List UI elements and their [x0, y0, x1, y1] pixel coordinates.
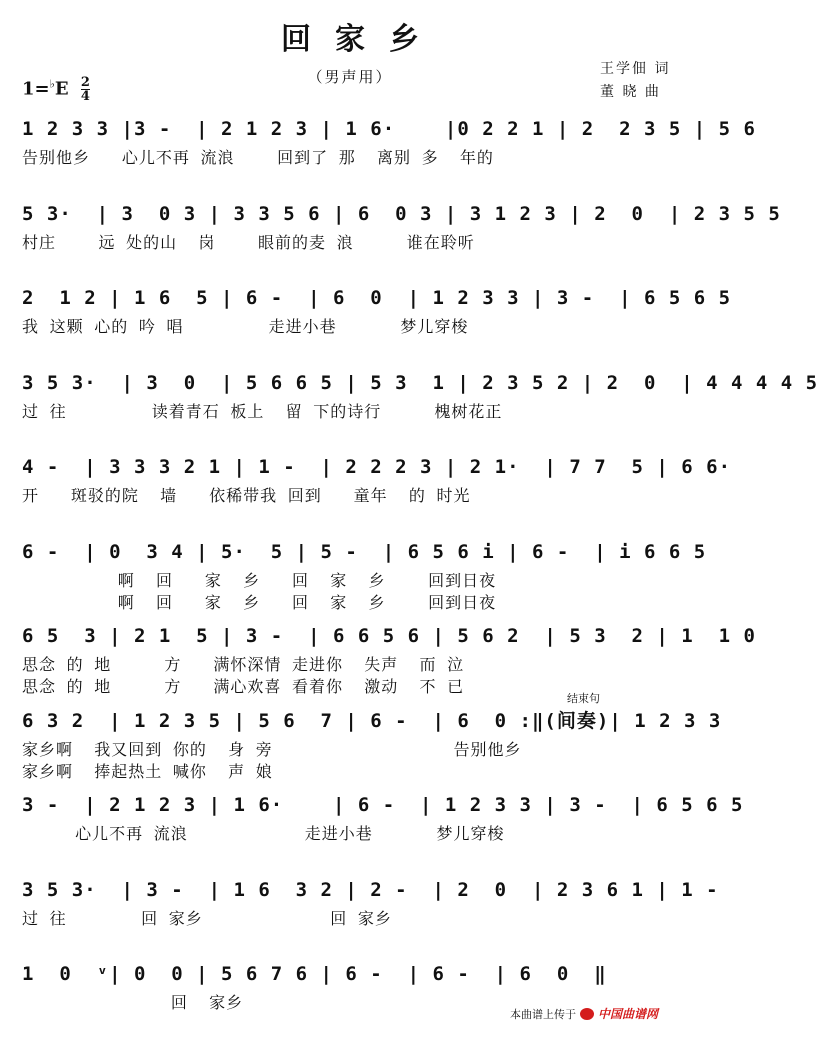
notation-line: 6 5 3 | 2 1 5 | 3 - | 6 6 5 6 | 5 6 2 | 5 3 2 | 1 1 0: [22, 625, 756, 647]
score-system: [22, 197, 781, 282]
key-note: E: [54, 78, 69, 100]
key-label: 1=: [22, 78, 50, 100]
score: [22, 112, 818, 1042]
lyrics-line: 家乡啊 我又回到 你的 身 旁 告别他乡: [22, 739, 522, 759]
score-system: [22, 366, 818, 451]
lyrics-line: 啊 回 家 乡 回 家 乡 回到日夜: [22, 570, 497, 590]
notation-line: 3 - | 2 1 2 3 | 1 6· | 6 - | 1 2 3 3 | 3 - | 6 5 6 5: [22, 794, 744, 816]
lyrics-line: 回 家乡: [22, 993, 244, 1012]
composer: 董 晓 曲: [600, 84, 661, 100]
notation-line: 6 3 2 | 1 2 3 5 | 5 6 7 | 6 - | 6 0 :‖(间奏)| 1 2 3 3: [22, 709, 722, 732]
score-system: [22, 873, 719, 958]
lyrics-line: 过 往 回 家乡 回 家乡: [22, 908, 392, 928]
notation-line: 3 5 3· | 3 - | 1 6 3 2 | 2 - | 2 0 | 2 3 6 1 | 1 -: [22, 878, 719, 901]
score-system: [22, 281, 732, 366]
lyrics-line: 我 这颗 心的 吟 唱 走进小巷 梦儿穿梭: [22, 317, 469, 336]
score-system: [22, 450, 732, 535]
score-system: [22, 535, 707, 620]
lyrics-line: 村庄 远 处的山 岗 眼前的麦 浪 谁在聆听: [22, 232, 475, 252]
lyrics-line-2: 思念 的 地 方 满心欢喜 看着你 激动 不 已: [22, 677, 465, 696]
lyrics-line: 心儿不再 流浪 走进小巷 梦儿穿梭: [22, 824, 505, 843]
lyrics-line-2: 家乡啊 捧起热土 喊你 声 娘: [22, 761, 273, 781]
lyrics-line: 思念 的 地 方 满怀深情 走进你 失声 而 泣: [22, 655, 465, 674]
notation-line: 1 2 3 3 |3 - | 2 1 2 3 | 1 6· |0 2 2 1 | 2 2 3 5 | 5 6: [22, 118, 756, 140]
notation-line: 2 1 2 | 1 6 5 | 6 - | 6 0 | 1 2 3 3 | 3 - | 6 5 6 5: [22, 287, 732, 309]
time-signature: [81, 76, 90, 103]
meter-bottom: 4: [80, 89, 90, 104]
lyrics-line-2: 啊 回 家 乡 回 家 乡 回到日夜: [22, 592, 497, 612]
footer: [510, 1005, 658, 1022]
score-system: [22, 112, 756, 197]
score-system: [22, 788, 744, 873]
page-subtitle: （男声用）: [307, 68, 393, 86]
flat-sign: ♭: [49, 77, 55, 91]
site-logo-icon: [580, 1008, 594, 1020]
notation-line: 1 0 ᵛ| 0 0 | 5 6 7 6 | 6 - | 6 - | 6 0 ‖: [22, 963, 607, 985]
meter-top: 2: [80, 75, 90, 90]
page-title: 回家乡: [281, 22, 443, 57]
credits: [600, 58, 670, 104]
lyricist: 王学佃 词: [600, 61, 671, 77]
lyrics-line: 开 斑驳的院 墙 依稀带我 回到 童年 的 时光: [22, 486, 471, 505]
notation-line: 6 - | 0 3 4 | 5· 5 | 5 - | 6 5 6 i | 6 - | i 6 6 5: [22, 540, 707, 563]
notation-line: 5 3· | 3 0 3 | 3 3 5 6 | 6 0 3 | 3 1 2 3 | 2 0 | 2 3 5 5: [22, 202, 781, 225]
score-system: [22, 619, 756, 704]
lyrics-line: 告别他乡 心儿不再 流浪 回到了 那 离别 多 年的: [22, 148, 494, 167]
notation-line: 3 5 3· | 3 0 | 5 6 6 5 | 5 3 1 | 2 3 5 2 | 2 0 | 4 4 4 4 5: [22, 371, 818, 394]
ending-label: 结束句: [567, 691, 600, 705]
key-signature: [22, 76, 90, 103]
score-system: [22, 957, 662, 1042]
site-name[interactable]: 中国曲谱网: [598, 1007, 659, 1021]
notation-line: 4 - | 3 3 3 2 1 | 1 - | 2 2 2 3 | 2 1· | 7 7 5 | 6 6·: [22, 456, 732, 478]
footer-text: 本曲谱上传于: [510, 1007, 576, 1021]
lyrics-line: 过 往 读着青石 板上 留 下的诗行 槐树花正: [22, 401, 503, 421]
score-system: [22, 691, 722, 789]
